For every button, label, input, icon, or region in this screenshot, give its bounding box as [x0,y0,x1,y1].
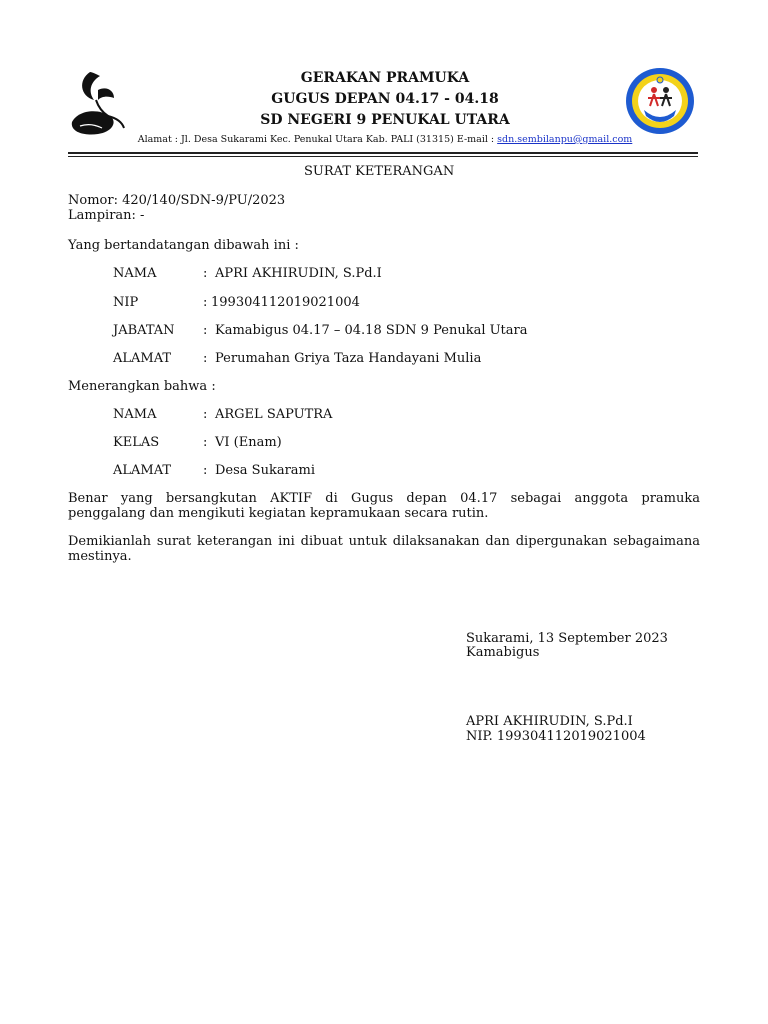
signer-name-value: APRI AKHIRUDIN, S.Pd.I [215,266,382,281]
letter-attachment: Lampiran: - [68,208,145,223]
body-paragraph-1-line-2: penggalang dan mengikuti kegiatan kepramukaan secara rutin. [68,506,489,521]
header-divider [68,152,698,154]
student-class-value: VI (Enam) [215,435,282,450]
states-text: Menerangkan bahwa : [68,379,216,394]
email-link[interactable]: sdn.sembilanpu@gmail.com [497,134,633,145]
signer-position-value: Kamabigus 04.17 – 04.18 SDN 9 Penukal Utara [215,323,528,338]
signer-position-sep: : [203,323,208,338]
signature-name: APRI AKHIRUDIN, S.Pd.I [466,714,633,729]
student-name-value: ARGEL SAPUTRA [215,407,333,422]
body-paragraph-2-line-2: mestinya. [68,549,132,564]
signer-name-label: NAMA [113,266,157,281]
header-unit: GUGUS DEPAN 04.17 - 04.18 [271,91,499,107]
signer-address-label: ALAMAT [113,351,172,366]
student-name-label: NAMA [113,407,157,422]
intro-text: Yang bertandatangan dibawah ini : [68,238,299,253]
pramuka-logo-icon [68,66,126,138]
signer-position-label: JABATAN [113,323,175,338]
school-emblem-icon [624,66,696,136]
signer-address-value: Perumahan Griya Taza Handayani Mulia [215,351,482,366]
body-paragraph-1 [68,491,700,521]
signer-nip-value: 199304112019021004 [211,295,360,310]
body-paragraph-2 [68,534,700,564]
body-paragraph-1-line-1: Benar yang bersangkutan AKTIF di Gugus depan 04.17 sebagai anggota pramuka [68,491,700,506]
signature-nip: NIP. 199304112019021004 [466,729,646,744]
body-paragraph-2-line-1: Demikianlah surat keterangan ini dibuat untuk dilaksanakan dan dipergunakan sebagaimana [68,534,700,549]
signer-nip-sep: : [203,295,208,310]
student-address-sep: : [203,463,208,478]
signer-nip-label: NIP [113,295,139,310]
address-text: Alamat : Jl. Desa Sukarami Kec. Penukal Utara Kab. PALI (31315) E-mail : [137,134,498,145]
letter-number: Nomor: 420/140/SDN-9/PU/2023 [68,193,286,208]
signer-address-sep: : [203,351,208,366]
signer-title: Kamabigus [466,645,540,660]
signer-name-sep: : [203,266,208,281]
header-school: SD NEGERI 9 PENUKAL UTARA [260,112,510,128]
header-divider-thin [68,156,698,157]
student-address-value: Desa Sukarami [215,463,316,478]
student-address-label: ALAMAT [113,463,172,478]
student-name-sep: : [203,407,208,422]
header-org: GERAKAN PRAMUKA [300,70,470,86]
letter-title: SURAT KETERANGAN [304,164,455,179]
student-class-sep: : [203,435,208,450]
place-date: Sukarami, 13 September 2023 [466,631,668,646]
header-address [60,134,710,145]
student-class-label: KELAS [113,435,160,450]
